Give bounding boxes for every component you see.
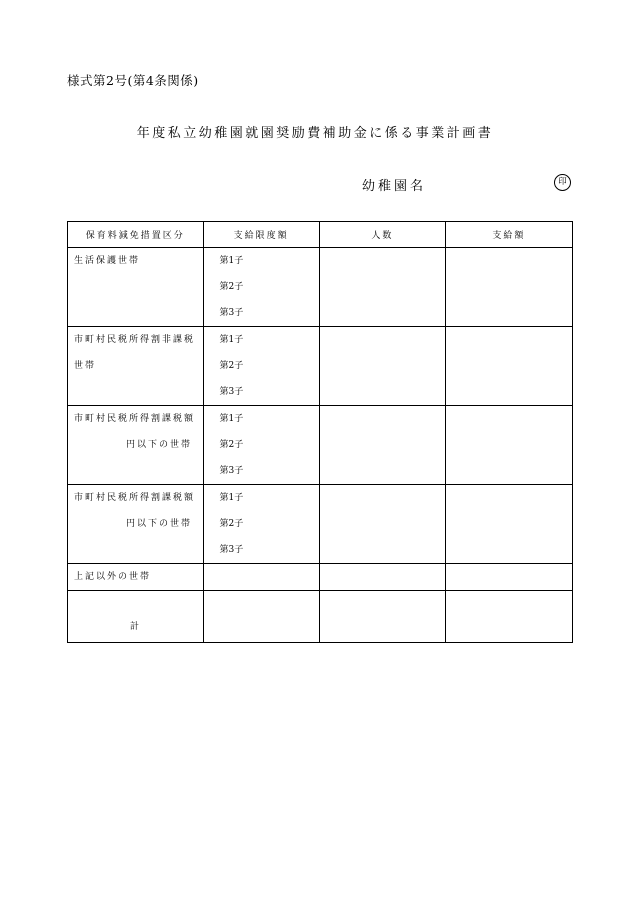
category-label-line2: 円以下の世帯	[126, 519, 193, 529]
limit-cell	[203, 485, 319, 564]
limit-cell	[203, 406, 319, 485]
child-label: 第3子	[219, 545, 244, 555]
total-row	[68, 591, 573, 643]
header-row	[68, 222, 573, 248]
amount-cell	[445, 327, 572, 406]
table-row	[68, 485, 573, 564]
child-label: 第1子	[219, 256, 244, 266]
category-cell	[68, 564, 204, 591]
count-cell	[319, 564, 445, 591]
category-label: 上記以外の世帯	[74, 572, 152, 582]
limit-cell	[203, 591, 319, 643]
table-row	[68, 406, 573, 485]
child-label: 第2子	[219, 282, 244, 292]
child-label: 第1子	[219, 335, 244, 345]
category-label: 市町村民税所得割課税額	[74, 414, 196, 424]
child-label: 第3子	[219, 387, 244, 397]
count-cell	[319, 591, 445, 643]
category-cell	[68, 485, 204, 564]
category-cell	[68, 248, 204, 327]
count-cell	[319, 248, 445, 327]
count-cell	[319, 406, 445, 485]
child-label: 第2子	[219, 361, 244, 371]
child-label: 第3子	[219, 466, 244, 476]
limit-cell	[203, 564, 319, 591]
category-cell	[68, 406, 204, 485]
category-label-line2	[68, 274, 203, 300]
amount-cell	[445, 564, 572, 591]
amount-cell	[445, 591, 572, 643]
category-label: 市町村民税所得割課税額	[74, 493, 196, 503]
column-header-limit: 支給限度額	[203, 222, 319, 248]
category-label-line2: 世帯	[74, 361, 97, 371]
amount-cell	[445, 406, 572, 485]
category-label: 市町村民税所得割非課税	[74, 335, 196, 345]
amount-cell	[445, 248, 572, 327]
document-title: 年度私立幼稚園就園奨励費補助金に係る事業計画書	[136, 126, 494, 141]
count-cell	[319, 485, 445, 564]
child-label: 第1子	[219, 493, 244, 503]
total-label-cell	[68, 591, 204, 643]
limit-cell	[203, 248, 319, 327]
kindergarten-name-label: 幼稚園名	[362, 179, 427, 194]
child-label: 第1子	[219, 414, 244, 424]
child-label: 第3子	[219, 308, 244, 318]
column-header-amount: 支給額	[445, 222, 572, 248]
total-label: 計	[130, 622, 140, 632]
limit-cell	[203, 327, 319, 406]
category-label: 生活保護世帯	[74, 256, 141, 266]
category-label-line2: 円以下の世帯	[126, 440, 193, 450]
count-cell	[319, 327, 445, 406]
seal-mark: 印	[554, 174, 571, 191]
column-header-count: 人数	[319, 222, 445, 248]
table-row	[68, 327, 573, 406]
table-row	[68, 248, 573, 327]
category-cell	[68, 327, 204, 406]
child-label: 第2子	[219, 519, 244, 529]
table-row	[68, 564, 573, 591]
form-number: 様式第2号(第4条関係)	[67, 73, 199, 88]
column-header-category: 保育料減免措置区分	[68, 222, 204, 248]
plan-table	[67, 221, 573, 643]
child-label: 第2子	[219, 440, 244, 450]
amount-cell	[445, 485, 572, 564]
